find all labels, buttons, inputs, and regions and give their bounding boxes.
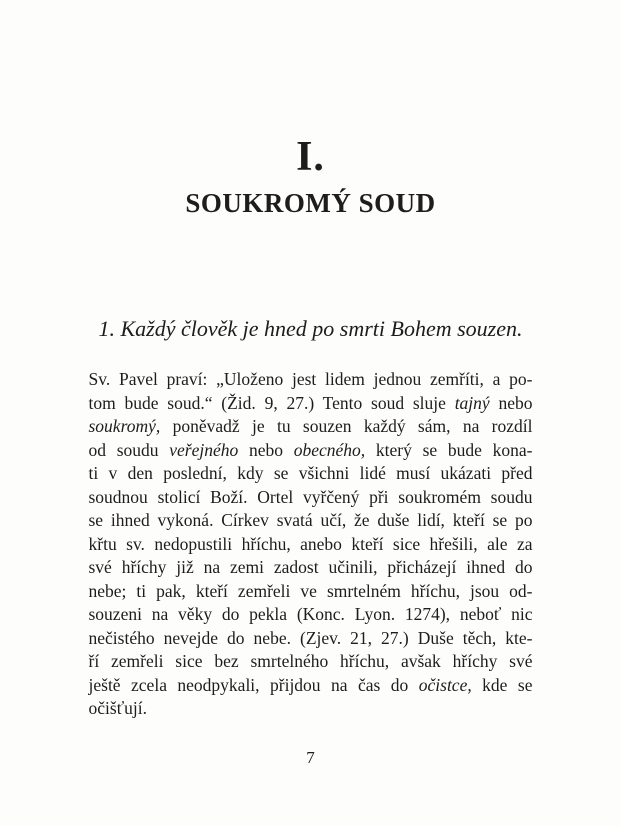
text-run: nebo xyxy=(238,439,294,460)
text-run: křtu sv. nedopustili hříchu, anebo kteří sice hřešili, ale za xyxy=(88,533,533,554)
text-run: Sv. Pavel praví: „Uloženo jest lidem jednou zemříti, a po- xyxy=(88,369,533,390)
text-run: nebe; ti pak, kteří zemřeli ve smrtelném hříchu, jsou od- xyxy=(88,580,533,601)
paragraph-line xyxy=(89,509,533,533)
paragraph-line xyxy=(89,415,533,439)
italic-term: soukromý, xyxy=(88,416,161,437)
text-run: od soudu xyxy=(88,439,170,460)
paragraph-line xyxy=(89,462,533,486)
paragraph-line xyxy=(89,368,533,392)
paragraph-line xyxy=(89,580,533,604)
italic-term: očistce, xyxy=(418,674,472,695)
paragraph-line xyxy=(89,697,533,721)
paragraph-line xyxy=(89,627,533,651)
text-run: ještě zcela neodpykali, přijdou na čas do xyxy=(88,674,419,695)
italic-term: veřejného xyxy=(169,439,239,460)
text-run: soudnou stolicí Boží. Ortel vyřčený při soukromém soudu xyxy=(88,486,533,507)
section-heading: 1. Každý člověk je hned po smrti Bohem souzen. xyxy=(98,315,523,341)
text-run: nebo xyxy=(489,392,533,413)
text-run: kde se xyxy=(471,674,533,695)
text-run: nečistého nevejde do nebe. (Zjev. 21, 27.) Duše těch, kte- xyxy=(88,627,533,648)
paragraph-line xyxy=(89,533,533,557)
text-run: očišťují. xyxy=(88,698,148,719)
italic-term: tajný xyxy=(454,392,490,413)
text-run: který se bude kona- xyxy=(365,439,533,460)
italic-term: obecného, xyxy=(293,439,366,460)
text-run: poněvadž je tu souzen každý sám, na rozdíl xyxy=(160,416,533,437)
paragraph-line xyxy=(89,392,533,416)
text-run: ti v den poslední, kdy se všichni lidé musí ukázati před xyxy=(88,463,533,484)
paragraph-line xyxy=(89,650,533,674)
text-run: se ihned vykoná. Církev svatá učí, že duše lidí, kteří se po xyxy=(88,510,533,531)
paragraph-line xyxy=(89,603,533,627)
paragraph-line xyxy=(89,439,533,463)
chapter-number: I. xyxy=(296,134,325,180)
paragraph-line xyxy=(89,674,533,698)
page-number: 7 xyxy=(306,747,315,767)
text-run: své hříchy již na zemi zadost učinili, přicházejí ihned do xyxy=(88,557,533,578)
text-run: ří zemřeli sice bez smrtelného hříchu, avšak hříchy své xyxy=(88,651,533,672)
text-run: tom bude soud.“ (Žid. 9, 27.) Tento soud sluje xyxy=(88,392,455,413)
paragraph-line xyxy=(89,486,533,510)
paragraph-line xyxy=(89,556,533,580)
chapter-title: SOUKROMÝ SOUD xyxy=(185,188,436,218)
paragraph xyxy=(89,368,533,721)
text-run: souzeni na věky do pekla (Konc. Lyon. 1274), neboť nic xyxy=(88,604,533,625)
